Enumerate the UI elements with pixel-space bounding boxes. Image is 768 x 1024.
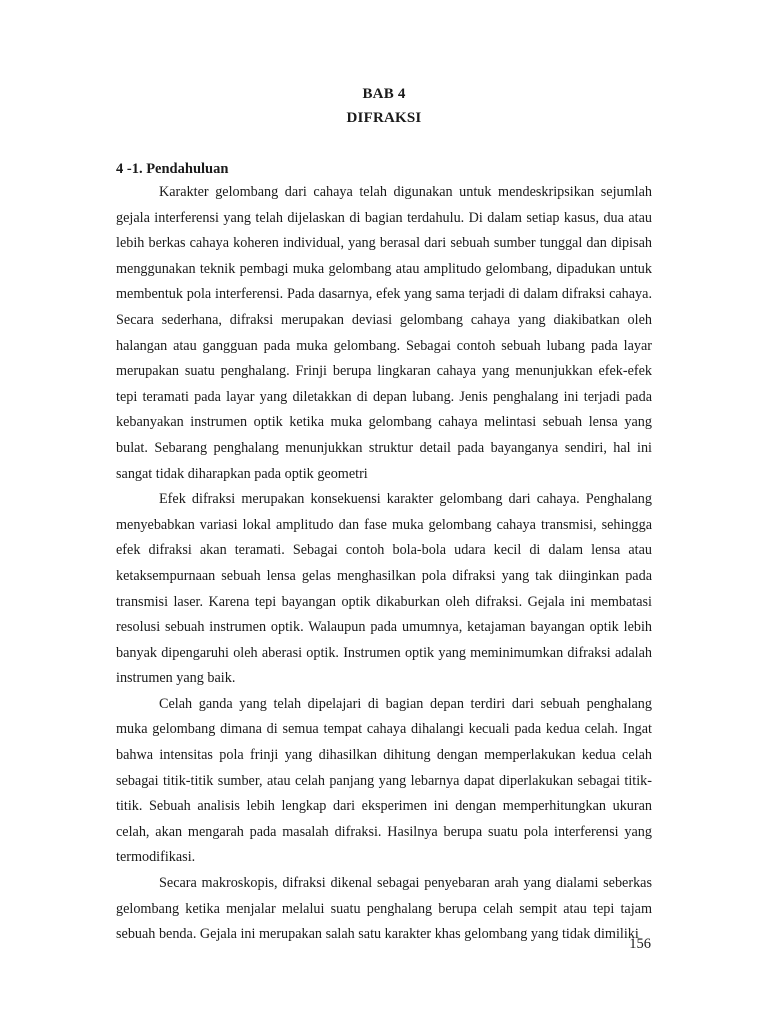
- paragraph-4: Secara makroskopis, difraksi dikenal sebagai penyebaran arah yang dialami seberkas gelombang ketika menjalar melalui suatu penghalang berupa celah sempit atau tepi tajam sebuah benda. Gejala ini merupakan salah satu karakter khas gelombang yang tidak dimiliki: [116, 875, 652, 943]
- paragraph-2: Efek difraksi merupakan konsekuensi karakter gelombang dari cahaya. Penghalang menyebabkan variasi lokal amplitudo dan fase muka gelombang cahaya transmisi, sehingga efek difraksi akan teramati. Sebagai contoh bola-bola udara kecil di dalam lensa atau ketaksempurnaan sebuah lensa gelas menghasilkan pola difraksi yang tak diinginkan pada transmisi laser. Karena tepi bayangan optik dikaburkan oleh difraksi. Gejala ini membatasi resolusi sebuah instrumen optik. Walaupun pada umumnya, ketajaman bayangan optik lebih banyak dipengaruhi oleh aberasi optik. Instrumen optik yang meminimumkan difraksi adalah instrumen yang baik.: [116, 491, 652, 687]
- chapter-number: BAB 4: [362, 86, 406, 102]
- paragraph-1: Karakter gelombang dari cahaya telah digunakan untuk mendeskripsikan sejumlah gejala interferensi yang telah dijelaskan di bagian terdahulu. Di dalam setiap kasus, dua atau lebih berkas cahaya koheren individual, yang berasal dari sebuah sumber tunggal dan dipisah menggunakan teknik pembagi muka gelombang atau amplitudo gelombang, dipadukan untuk membentuk pola interferensi. Pada dasarnya, efek yang sama terjadi di dalam difraksi cahaya. Secara sederhana, difraksi merupakan deviasi gelombang cahaya yang diakibatkan oleh halangan atau gangguan pada muka gelombang. Sebagai contoh sebuah lubang pada layar merupakan suatu penghalang. Frinji berupa lingkaran cahaya yang menunjukkan efek-efek tepi teramati pada layar yang diletakkan di depan lubang. Jenis penghalang ini terjadi pada kebanyakan instrumen optik ketika muka gelombang cahaya melintasi sebuah lensa yang bulat. Sebarang penghalang menunjukkan struktur detail pada bayanganya sendiri, hal ini sangat tidak diharapkan pada optik geometri: [116, 184, 652, 482]
- section-heading: 4 -1. Pendahuluan: [116, 161, 229, 177]
- page-number: 156: [629, 936, 651, 952]
- body-text: [116, 180, 652, 948]
- paragraph-3: Celah ganda yang telah dipelajari di bagian depan terdiri dari sebuah penghalang muka gelombang dimana di semua tempat cahaya dihalangi kecuali pada kedua celah. Ingat bahwa intensitas pola frinji yang dihasilkan dihitung dengan memperlakukan kedua celah sebagai titik-titik sumber, atau celah panjang yang lebarnya dapat diperlakukan sebagai titik-titik. Sebuah analisis lebih lengkap dari eksperimen ini dengan memperhitungkan ukuran celah, akan mengarah pada masalah difraksi. Hasilnya berupa suatu pola interferensi yang termodifikasi.: [116, 695, 652, 866]
- chapter-title: DIFRAKSI: [346, 110, 422, 126]
